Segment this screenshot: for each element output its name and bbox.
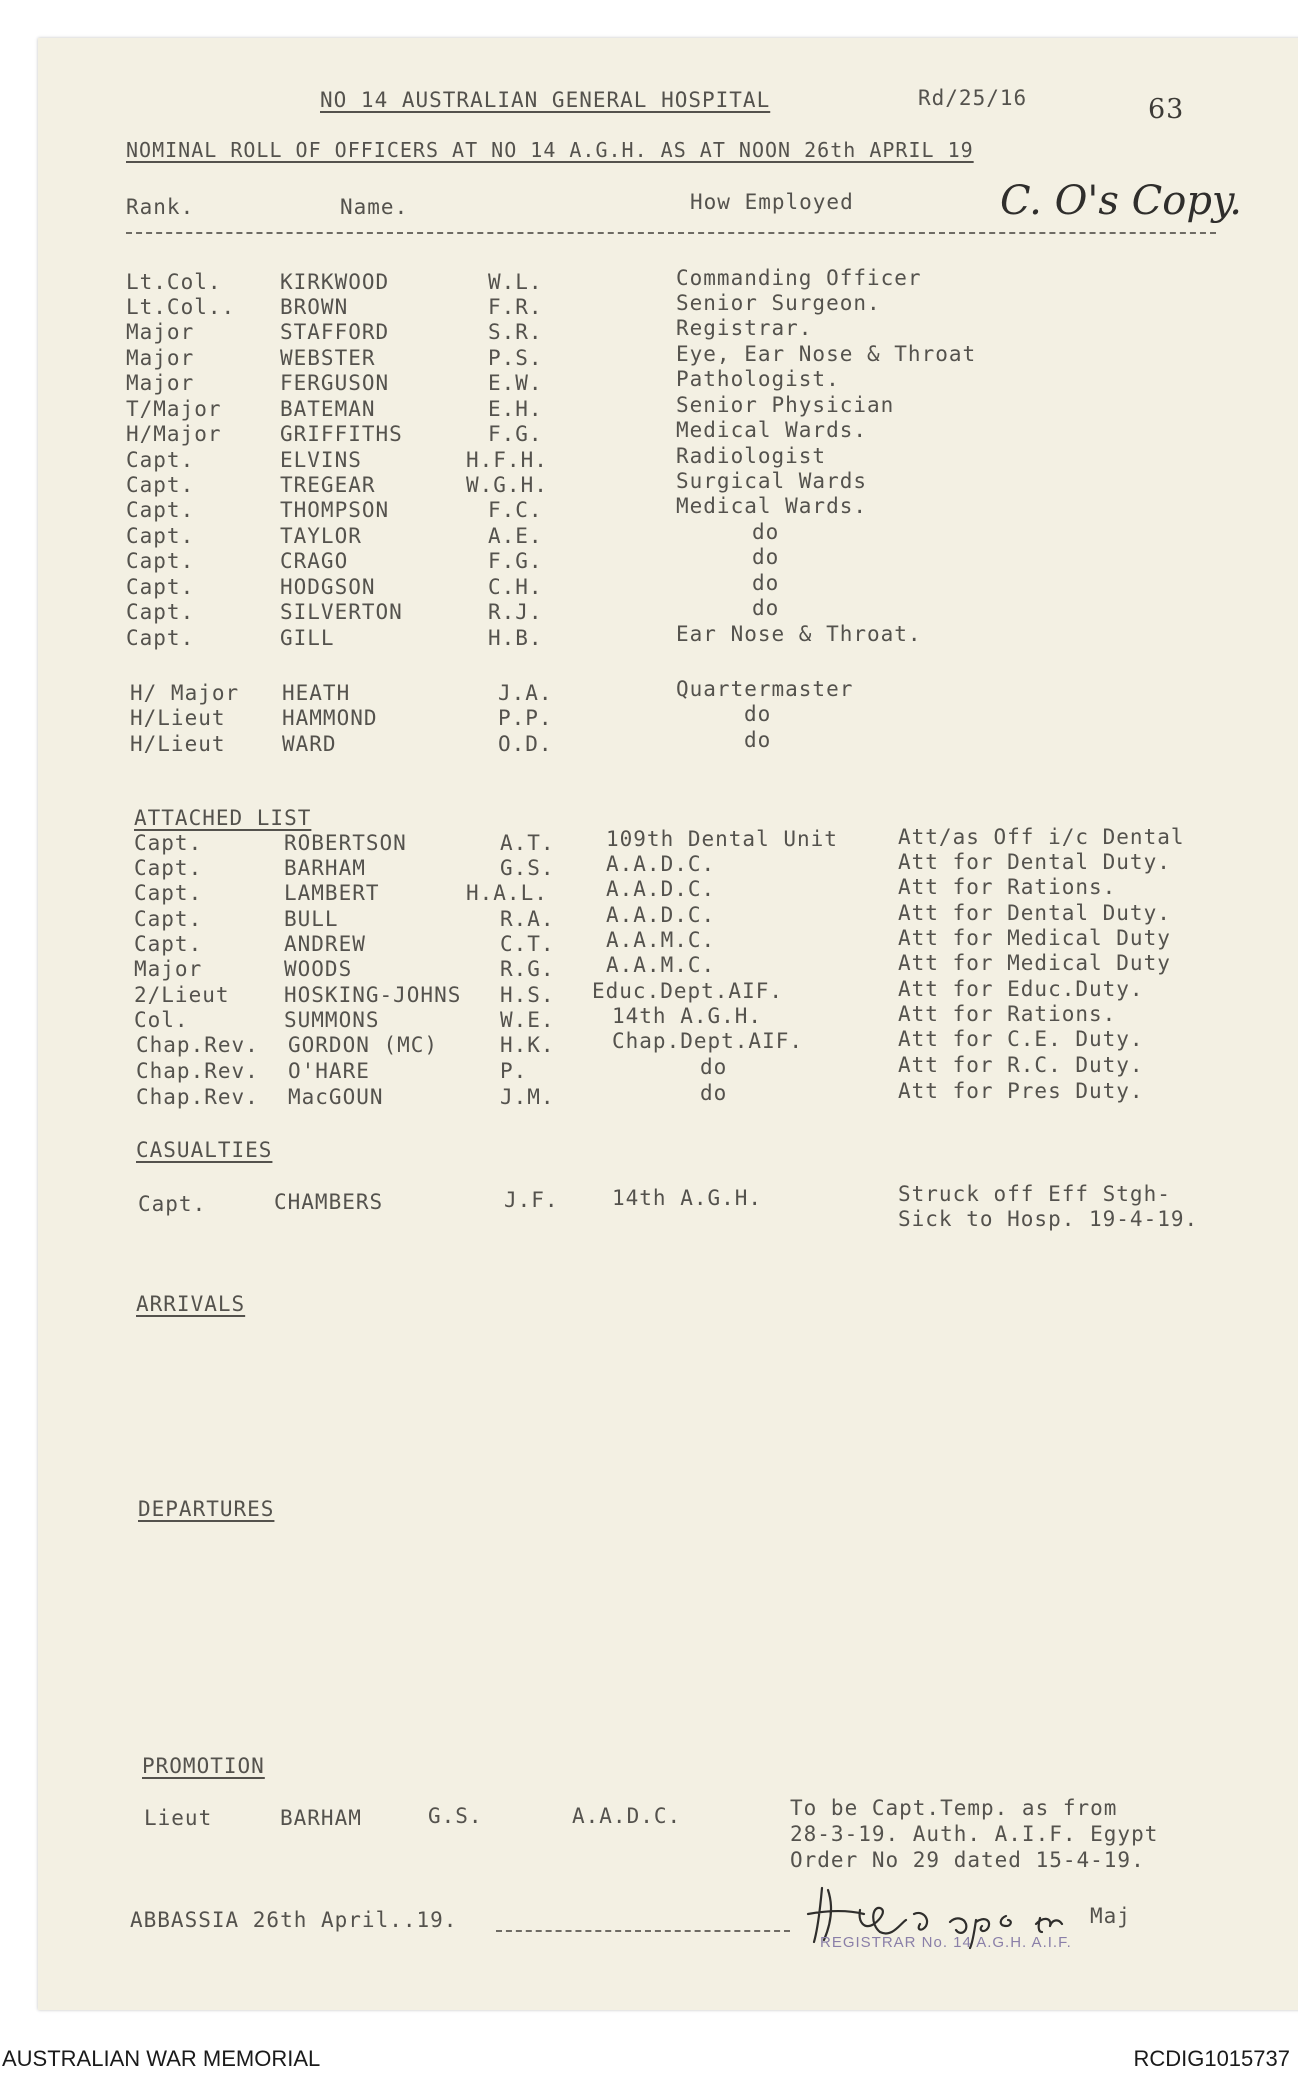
registrar-stamp: REGISTRAR No. 14 A.G.H. A.I.F.: [820, 1934, 1072, 1951]
attached-unit: A.A.D.C.: [606, 852, 716, 876]
attached-unit: A.A.M.C.: [606, 953, 716, 977]
officer-rank: Lt.Col.: [126, 270, 222, 294]
attached-surname: MacGOUN: [288, 1085, 384, 1109]
attached-unit: 14th A.G.H.: [612, 1004, 763, 1028]
officer-surname: ELVINS: [280, 448, 362, 472]
officer-employment: Surgical Wards: [676, 469, 868, 493]
casualty-note-line1: Struck off Eff Stgh-: [898, 1182, 1171, 1206]
officer-surname: BATEMAN: [280, 397, 376, 421]
attached-surname: LAMBERT: [284, 881, 380, 905]
officer-rank: Lt.Col..: [126, 295, 236, 319]
officer-initials: W.G.H.: [466, 473, 548, 497]
attached-unit: Chap.Dept.AIF.: [612, 1029, 804, 1053]
attached-initials: H.K.: [500, 1033, 555, 1057]
attached-unit: do: [700, 1055, 728, 1079]
officer-rank: H/ Major: [130, 681, 240, 705]
officer-employment: do: [752, 571, 780, 595]
officer-surname: WARD: [282, 732, 337, 756]
officer-surname: STAFFORD: [280, 320, 390, 344]
officer-rank: T/Major: [126, 397, 222, 421]
attached-rank: Capt.: [134, 831, 203, 855]
column-header-rank: Rank.: [126, 195, 195, 219]
attached-surname: ANDREW: [284, 932, 366, 956]
handwritten-co-copy: C. O's Copy.: [1000, 178, 1242, 224]
promotion-rank: Lieut: [144, 1806, 213, 1830]
officer-surname: WEBSTER: [280, 346, 376, 370]
officer-surname: TREGEAR: [280, 473, 376, 497]
officer-surname: FERGUSON: [280, 371, 390, 395]
attached-heading: ATTACHED LIST: [134, 806, 312, 830]
place-date: ABBASSIA 26th April..19.: [130, 1908, 458, 1932]
officer-rank: Capt.: [126, 473, 195, 497]
attached-surname: ROBERTSON: [284, 831, 407, 855]
attached-initials: H.A.L.: [466, 881, 548, 905]
officer-employment: Commanding Officer: [676, 266, 922, 290]
officer-initials: C.H.: [488, 575, 543, 599]
attached-rank: Col.: [134, 1008, 189, 1032]
officer-initials: A.E.: [488, 524, 543, 548]
officer-initials: E.H.: [488, 397, 543, 421]
attached-surname: HOSKING-JOHNS: [284, 983, 462, 1007]
promotion-surname: BARHAM: [280, 1806, 362, 1830]
officer-employment: Registrar.: [676, 316, 813, 340]
officer-surname: BROWN: [280, 295, 349, 319]
officer-rank: Major: [126, 320, 195, 344]
document-subheading: NOMINAL ROLL OF OFFICERS AT NO 14 A.G.H. AS AT NOON 26th APRIL 19: [126, 138, 974, 162]
header-rule: [126, 232, 1216, 234]
attached-initials: J.M.: [500, 1085, 555, 1109]
officer-employment: Eye, Ear Nose & Throat: [676, 342, 977, 366]
officer-employment: Pathologist.: [676, 367, 840, 391]
attached-surname: WOODS: [284, 957, 353, 981]
attached-unit: A.A.D.C.: [606, 877, 716, 901]
signature-rule: [496, 1930, 790, 1932]
officer-initials: O.D.: [498, 732, 553, 756]
casualty-note-line2: Sick to Hosp. 19-4-19.: [898, 1207, 1199, 1231]
officer-surname: HAMMOND: [282, 706, 378, 730]
attached-duty: Att for C.E. Duty.: [898, 1027, 1144, 1051]
officer-employment: Senior Physician: [676, 393, 895, 417]
attached-duty: Att for Rations.: [898, 1002, 1117, 1026]
officer-employment: Medical Wards.: [676, 494, 868, 518]
officer-rank: Capt.: [126, 524, 195, 548]
officer-initials: F.G.: [488, 549, 543, 573]
casualties-heading: CASUALTIES: [136, 1138, 273, 1162]
attached-duty: Att for Educ.Duty.: [898, 977, 1144, 1001]
attached-surname: BULL: [284, 907, 339, 931]
officer-rank: Capt.: [126, 448, 195, 472]
attached-surname: BARHAM: [284, 856, 366, 880]
page-number: 63: [1148, 94, 1185, 125]
officer-surname: TAYLOR: [280, 524, 362, 548]
promotion-note-line3: Order No 29 dated 15-4-19.: [790, 1848, 1145, 1872]
attached-unit: Educ.Dept.AIF.: [592, 979, 784, 1003]
officer-surname: HEATH: [282, 681, 351, 705]
officer-employment: do: [752, 596, 780, 620]
promotion-note-line2: 28-3-19. Auth. A.I.F. Egypt: [790, 1822, 1159, 1846]
officer-rank: Capt.: [126, 498, 195, 522]
attached-unit: do: [700, 1081, 728, 1105]
attached-duty: Att for Dental Duty.: [898, 850, 1171, 874]
attached-unit: A.A.M.C.: [606, 928, 716, 952]
attached-duty: Att/as Off i/c Dental: [898, 825, 1185, 849]
officer-initials: E.W.: [488, 371, 543, 395]
officer-initials: S.R.: [488, 320, 543, 344]
attached-duty: Att for Medical Duty: [898, 926, 1171, 950]
officer-initials: P.P.: [498, 706, 553, 730]
attached-rank: Major: [134, 957, 203, 981]
officer-employment: do: [744, 702, 772, 726]
attached-rank: Chap.Rev.: [136, 1085, 259, 1109]
casualty-unit: 14th A.G.H.: [612, 1186, 763, 1210]
officer-surname: THOMPSON: [280, 498, 390, 522]
officer-rank: Capt.: [126, 575, 195, 599]
promotion-initials: G.S.: [428, 1804, 483, 1828]
officer-surname: SILVERTON: [280, 600, 403, 624]
attached-rank: Capt.: [134, 881, 203, 905]
departures-heading: DEPARTURES: [138, 1497, 275, 1521]
attached-initials: R.A.: [500, 907, 555, 931]
officer-initials: W.L.: [488, 270, 543, 294]
officer-initials: H.F.H.: [466, 448, 548, 472]
attached-initials: C.T.: [500, 932, 555, 956]
promotion-unit: A.A.D.C.: [572, 1804, 682, 1828]
attached-initials: A.T.: [500, 831, 555, 855]
officer-surname: HODGSON: [280, 575, 376, 599]
officer-rank: Major: [126, 371, 195, 395]
attached-rank: 2/Lieut: [134, 983, 230, 1007]
footer-right: RCDIG1015737: [1133, 2046, 1290, 2071]
officer-initials: H.B.: [488, 626, 543, 650]
attached-rank: Capt.: [134, 907, 203, 931]
officer-initials: P.S.: [488, 346, 543, 370]
officer-employment: Radiologist: [676, 444, 827, 468]
officer-rank: H/Lieut: [130, 706, 226, 730]
promotion-heading: PROMOTION: [142, 1754, 265, 1778]
officer-initials: R.J.: [488, 600, 543, 624]
attached-rank: Capt.: [134, 932, 203, 956]
attached-unit: A.A.D.C.: [606, 903, 716, 927]
officer-surname: GILL: [280, 626, 335, 650]
officer-rank: Capt.: [126, 549, 195, 573]
signature-suffix: Maj: [1090, 1904, 1131, 1928]
officer-employment: do: [744, 728, 772, 752]
arrivals-heading: ARRIVALS: [136, 1292, 246, 1316]
column-header-employed: How Employed: [690, 190, 854, 214]
attached-initials: R.G.: [500, 957, 555, 981]
officer-rank: Capt.: [126, 626, 195, 650]
officer-surname: CRAGO: [280, 549, 349, 573]
officer-initials: F.C.: [488, 498, 543, 522]
column-header-name: Name.: [340, 195, 409, 219]
officer-employment: Senior Surgeon.: [676, 291, 881, 315]
attached-surname: SUMMONS: [284, 1008, 380, 1032]
casualty-surname: CHAMBERS: [274, 1190, 384, 1214]
footer-left: AUSTRALIAN WAR MEMORIAL: [2, 2046, 321, 2071]
attached-duty: Att for Pres Duty.: [898, 1079, 1144, 1103]
officer-rank: Capt.: [126, 600, 195, 624]
casualty-rank: Capt.: [138, 1192, 207, 1216]
attached-initials: P.: [500, 1059, 528, 1083]
officer-initials: F.R.: [488, 295, 543, 319]
attached-duty: Att for R.C. Duty.: [898, 1053, 1144, 1077]
attached-initials: W.E.: [500, 1008, 555, 1032]
officer-initials: J.A.: [498, 681, 553, 705]
officer-rank: H/Lieut: [130, 732, 226, 756]
officer-surname: GRIFFITHS: [280, 422, 403, 446]
attached-rank: Chap.Rev.: [136, 1059, 259, 1083]
document-heading: NO 14 AUSTRALIAN GENERAL HOSPITAL: [320, 88, 771, 112]
attached-duty: Att for Rations.: [898, 875, 1117, 899]
attached-rank: Chap.Rev.: [136, 1033, 259, 1057]
officer-rank: Major: [126, 346, 195, 370]
attached-initials: H.S.: [500, 983, 555, 1007]
officer-employment: do: [752, 520, 780, 544]
attached-duty: Att for Dental Duty.: [898, 901, 1171, 925]
officer-employment: do: [752, 545, 780, 569]
attached-surname: O'HARE: [288, 1059, 370, 1083]
officer-employment: Quartermaster: [676, 677, 854, 701]
attached-unit: 109th Dental Unit: [606, 827, 838, 851]
officer-rank: H/Major: [126, 422, 222, 446]
officer-surname: KIRKWOOD: [280, 270, 390, 294]
attached-surname: GORDON (MC): [288, 1033, 439, 1057]
officer-employment: Medical Wards.: [676, 418, 868, 442]
officer-initials: F.G.: [488, 422, 543, 446]
document-reference: Rd/25/16: [918, 86, 1028, 110]
attached-duty: Att for Medical Duty: [898, 951, 1171, 975]
officer-employment: Ear Nose & Throat.: [676, 622, 922, 646]
attached-initials: G.S.: [500, 856, 555, 880]
casualty-initials: J.F.: [504, 1188, 559, 1212]
promotion-note-line1: To be Capt.Temp. as from: [790, 1796, 1118, 1820]
attached-rank: Capt.: [134, 856, 203, 880]
